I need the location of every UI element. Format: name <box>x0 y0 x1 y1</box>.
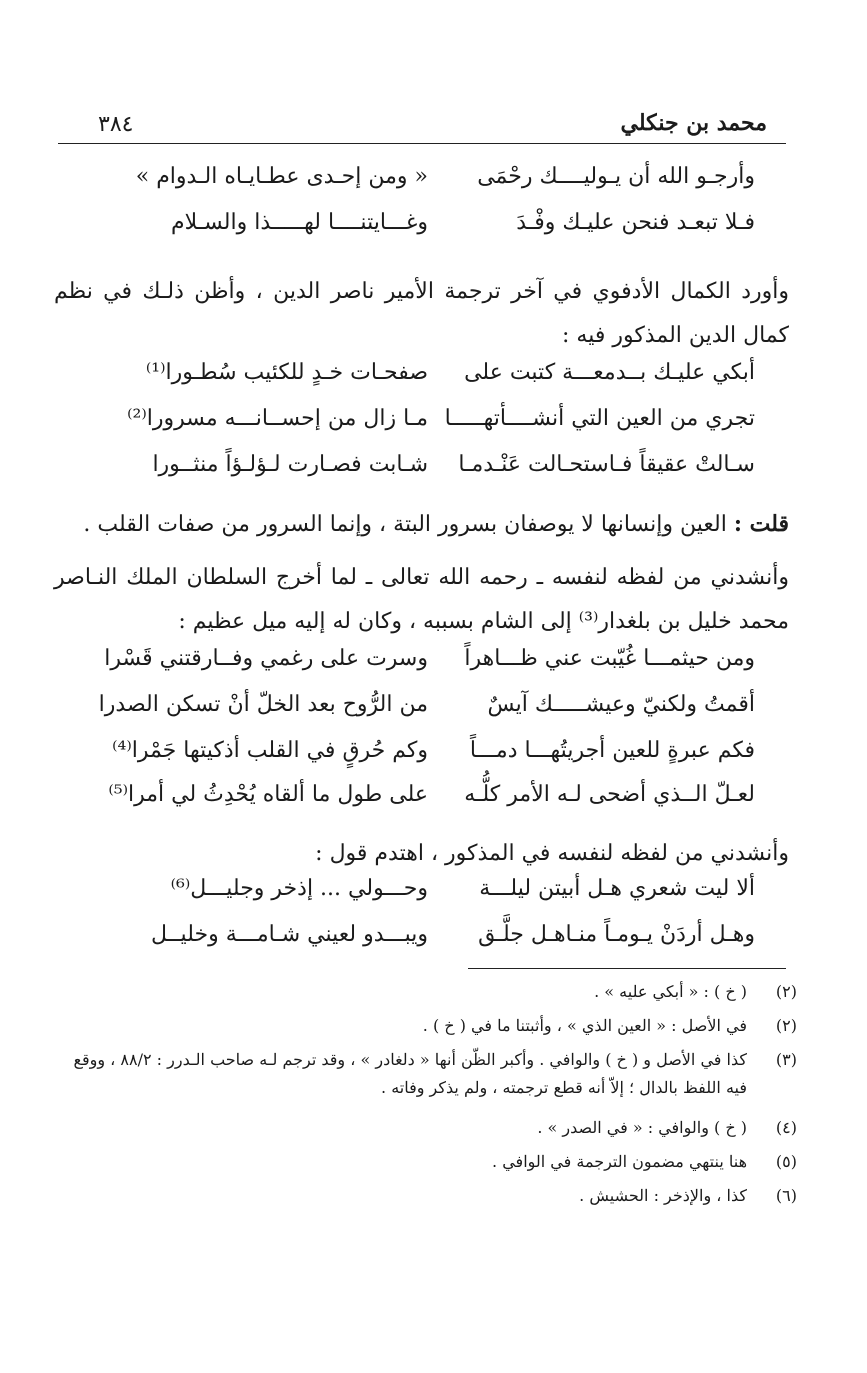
verse-line <box>0 782 867 826</box>
footnote-text: كذا ، والإذخر : الحشيش . <box>579 1186 747 1205</box>
footnote <box>60 1182 797 1210</box>
footnote-number: (٥) <box>775 1152 797 1171</box>
verse-first-hemistich: وهـل أردَنْ يـومـاً منـاهـل جلَّـق <box>478 922 755 947</box>
verse-second-hemistich: مـا زال من إحســانـــه مسرورا⁽²⁾ <box>127 406 428 431</box>
verse-second-hemistich: شـابت فصـارت لـؤلـؤاً منثــورا <box>152 452 428 477</box>
paragraph: وأورد الكمال الأدفوي في آخر ترجمة الأمير ناصر الدين ، وأظن ذلـك في نظم كمال الدين المذكور فيه : <box>54 279 789 348</box>
footnote <box>60 1012 797 1040</box>
running-title: محمد بن جنكلي <box>620 110 767 136</box>
footnote-number: (٢) <box>775 982 797 1001</box>
verse-second-hemistich: « ومن إحـدى عطـايـاه الـدوام » <box>135 164 428 189</box>
footnote-number: (٤) <box>775 1118 797 1137</box>
footnote <box>60 1046 797 1102</box>
paragraph: وأنشدني من لفظه لنفسه في المذكور ، اهتدم قول : <box>315 841 789 866</box>
verse-first-hemistich: أقمتُ ولكنيّ وعيشـــــك آيسٌ <box>487 692 755 717</box>
verse-line <box>0 738 867 782</box>
verse-line <box>0 210 867 254</box>
footnote-text: في الأصل : « العين الذي » ، وأثبتنا ما في ( خ ) . <box>422 1016 747 1035</box>
footnote-text: ( خ ) : « أبكي عليه » . <box>594 982 747 1001</box>
verse-second-hemistich: من الرُّوح بعد الخلّ أنْ تسكن الصدرا <box>98 692 428 717</box>
verse-line <box>0 876 867 920</box>
verse-second-hemistich: وغـــايتنــــا لهـــــذا والسـلام <box>170 210 428 235</box>
verse-first-hemistich: وأرجـو الله أن يـوليــــك رحْمَى <box>477 164 755 189</box>
footnote-number: (٦) <box>775 1186 797 1205</box>
header-rule <box>58 143 786 144</box>
verse-line <box>0 164 867 208</box>
verse-line <box>0 692 867 736</box>
verse-first-hemistich: ألا ليت شعري هـل أبيتن ليلـــة <box>479 876 755 901</box>
verse-second-hemistich: على طول ما ألقاه يُحْدِثُ لي أمرا⁽⁵⁾ <box>108 782 428 807</box>
note-label: قلت : <box>733 511 789 537</box>
verse-second-hemistich: وحـــولي ... إذخر وجليـــل⁽⁶⁾ <box>170 876 428 901</box>
note-text: العين وإنسانها لا يوصفان بسرور البتة ، وإنما السرور من صفات القلب . <box>83 512 734 537</box>
footnote <box>60 1148 797 1176</box>
note-paragraph <box>54 502 789 547</box>
page-number: ٣٨٤ <box>98 112 134 137</box>
footnote <box>60 1114 797 1142</box>
verse-second-hemistich: وكم حُرقٍ في القلب أذكيتها جَمْرا⁽⁴⁾ <box>112 738 428 763</box>
verse-first-hemistich: أبكي عليـك بــدمعـــة كتبت على <box>464 360 755 385</box>
verse-first-hemistich: لعـلّ الــذي أضحى لـه الأمر كلُّـه <box>464 782 755 807</box>
verse-first-hemistich: فـلا تبعـد فنحن عليـك وفْـدَ <box>516 210 755 235</box>
verse-line <box>0 360 867 404</box>
footnote-text: هنا ينتهي مضمون الترجمة في الوافي . <box>492 1152 747 1171</box>
paragraph: وأنشدني من لفظه لنفسه ـ رحمه الله تعالى ـ لما أخرج السلطان الملك النـاصر محمد خليل بن بلغدار⁽³⁾ إلى الشام بسببه ، وكان له إليه ميل عظيم : <box>54 565 789 634</box>
footnote-text: كذا في الأصل و ( خ ) والوافي . وأكبر الظّن أنها « دلغادر » ، وقد ترجم لـه صاحب الـدرر : ٨٨/٢ ، ووقع فيه اللفظ بالدال ؛ إلاّ أنه قطع ترجمته ، ولم يذكر وفاته . <box>73 1050 747 1097</box>
verse-second-hemistich: ويبـــدو لعيني شـامـــة وخليــل <box>151 922 428 947</box>
verse-second-hemistich: صفحـات خـدٍ للكئيب سُطـورا⁽¹⁾ <box>145 360 428 385</box>
verse-first-hemistich: ومن حيثمـــا غُيّبت عني ظـــاهراً <box>464 646 755 671</box>
verse-line <box>0 646 867 690</box>
verse-second-hemistich: وسرت على رغمي وفــارقتني قَسْرا <box>104 646 428 671</box>
verse-first-hemistich: سـالتْ عقيقاً فـاستحـالت عَنْـدمـا <box>458 452 755 477</box>
verse-first-hemistich: تجري من العين التي أنشــــأتهـــــا <box>444 406 755 431</box>
footnote-number: (٢) <box>775 1016 797 1035</box>
footnote-text: ( خ ) والوافي : « في الصدر » . <box>537 1118 747 1137</box>
verse-first-hemistich: فكم عبرةٍ للعين أجريتُهـــا دمـــاً <box>469 738 755 763</box>
footnote-number: (٣) <box>775 1050 797 1069</box>
footnote <box>60 978 797 1006</box>
verse-line <box>0 452 867 496</box>
verse-line <box>0 922 867 966</box>
verse-line <box>0 406 867 450</box>
footnote-rule <box>468 968 786 969</box>
